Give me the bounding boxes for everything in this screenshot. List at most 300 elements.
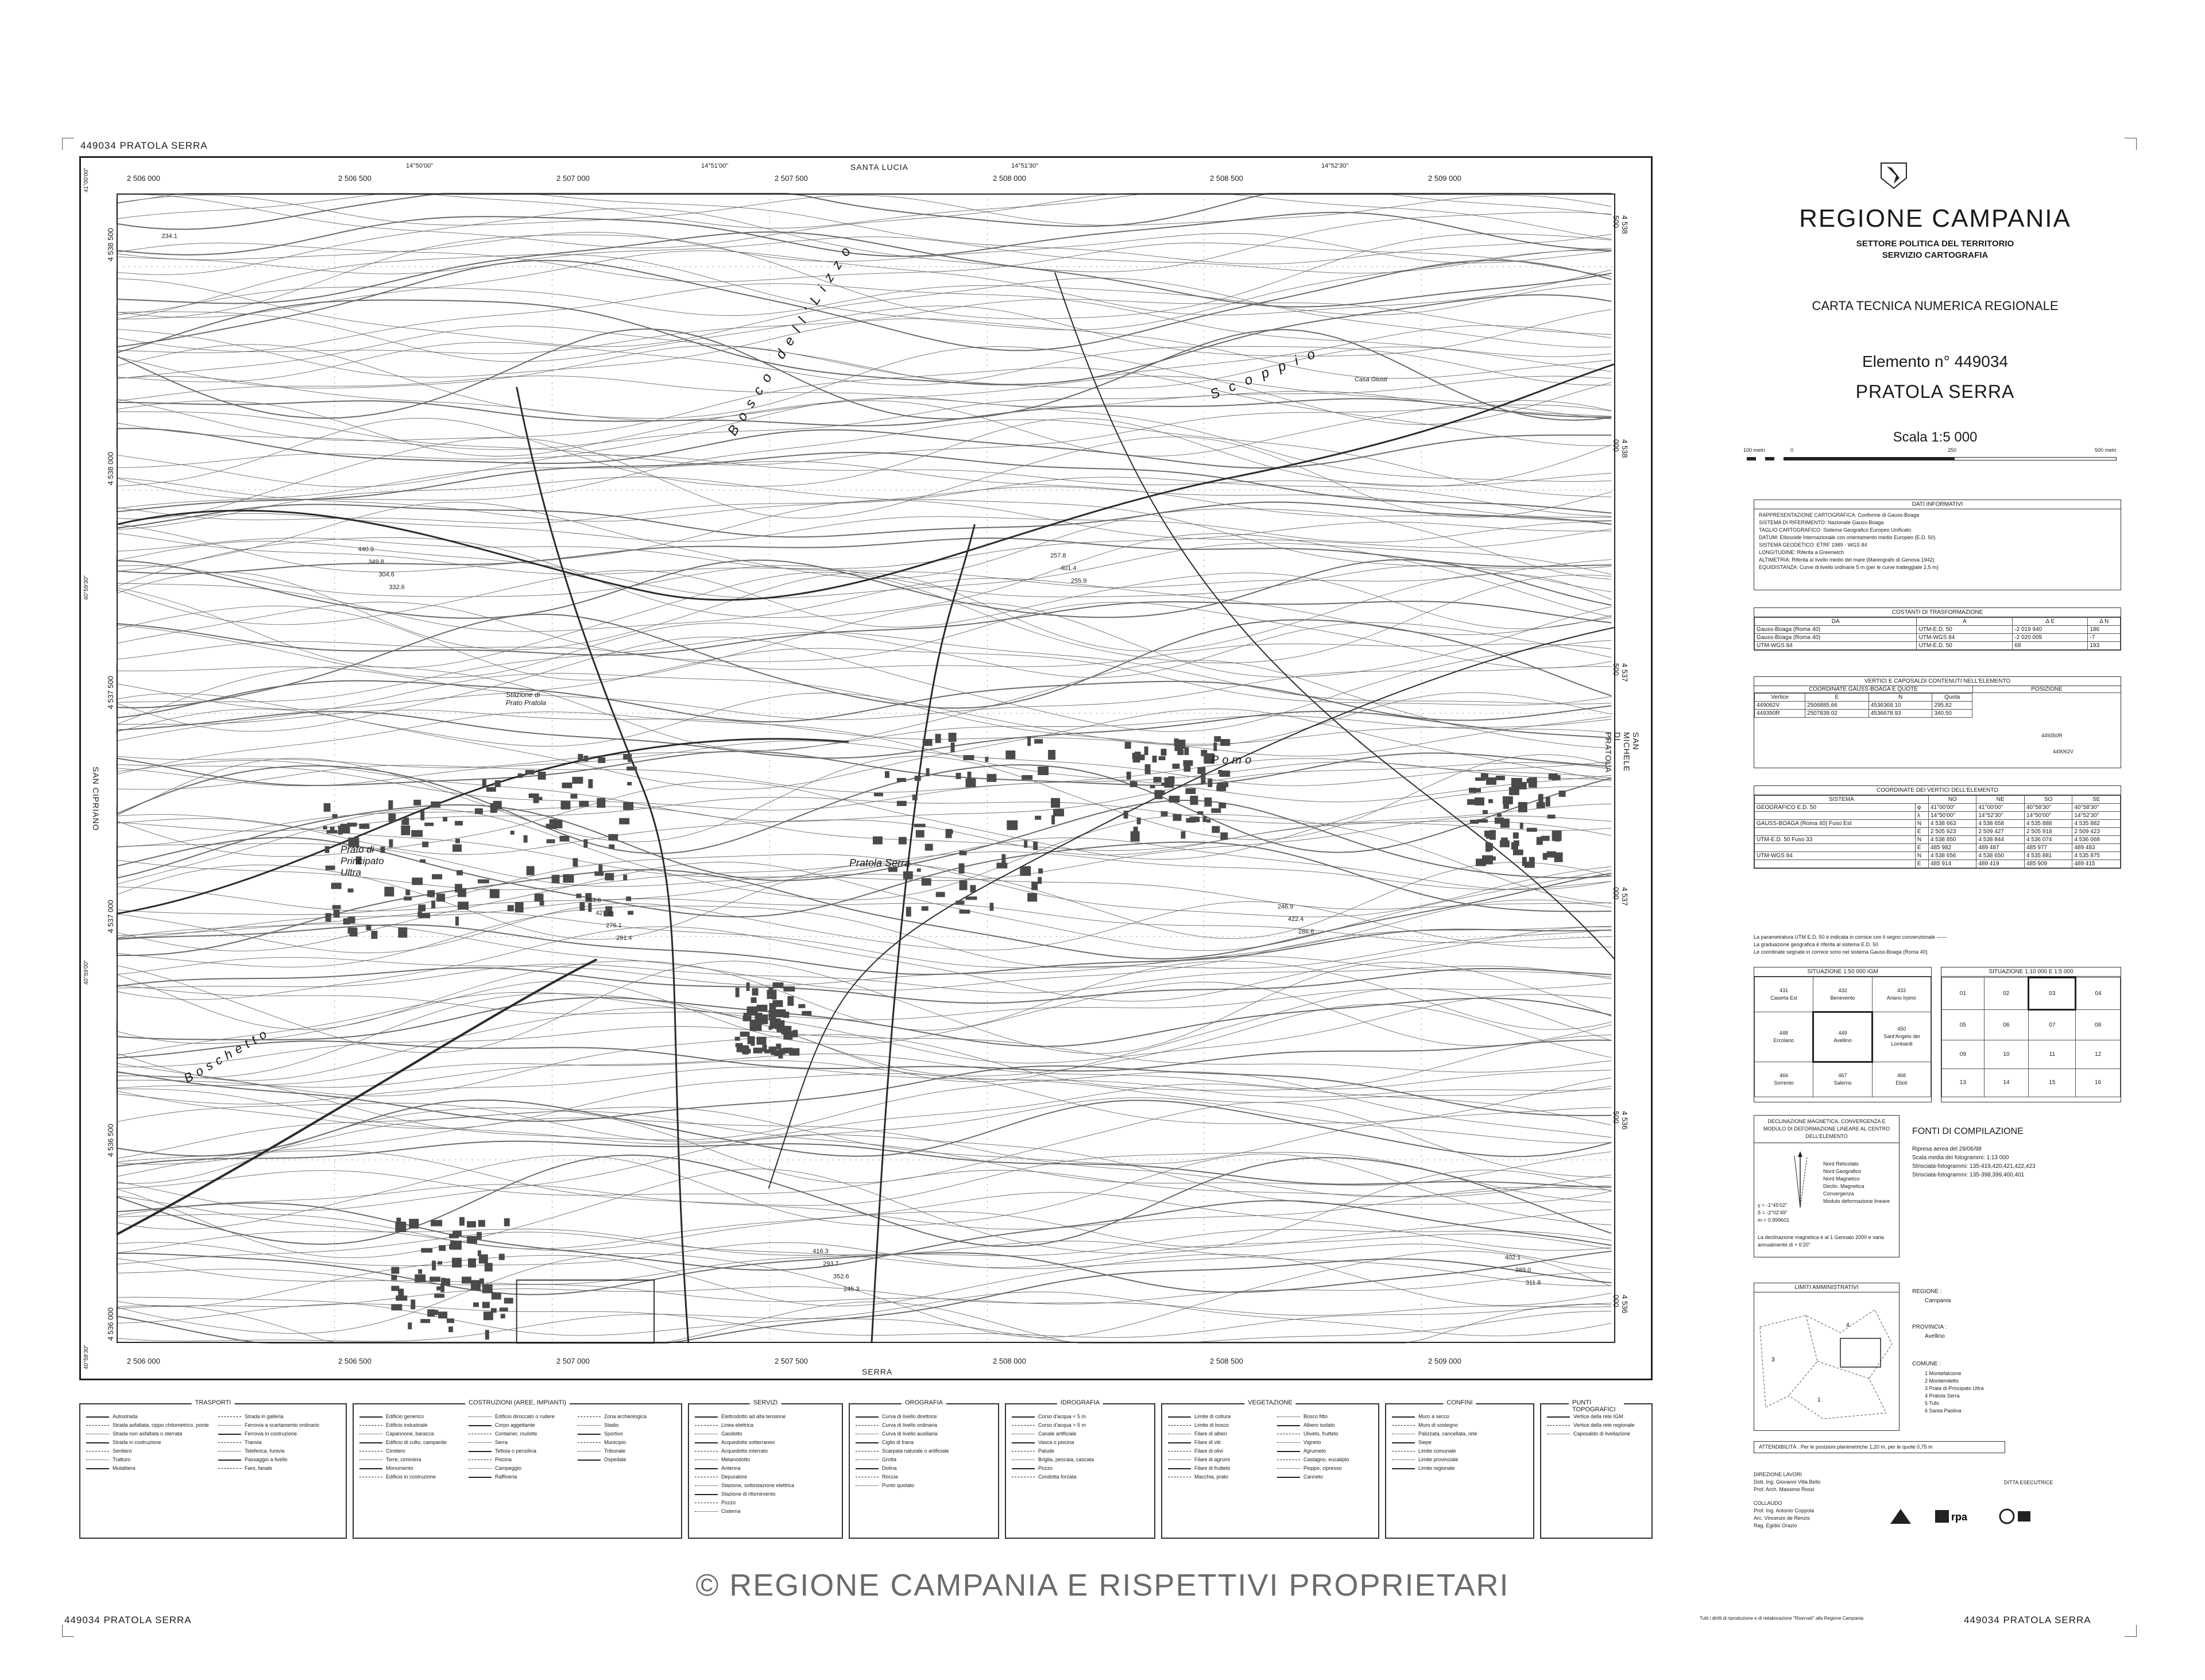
legend-label: Ospedale xyxy=(604,1457,626,1462)
legend-label: Curva di livello direttrice xyxy=(882,1414,937,1419)
legend-item xyxy=(86,1422,209,1428)
direzione-title: DIREZIONE LAVORI xyxy=(1754,1472,1802,1477)
legend-item xyxy=(1392,1448,1456,1454)
legend-item xyxy=(469,1457,512,1462)
table-subheader: POSIZIONE xyxy=(2031,686,2063,692)
legend-symbol-icon xyxy=(1168,1416,1191,1418)
rights-note: Tutti i diritti di riproduzione e di rielaborazione "Riservati" alla Regione Campania xyxy=(1700,1616,1864,1621)
table-cell: E xyxy=(1915,844,1928,852)
legend-symbol-icon xyxy=(86,1425,109,1426)
dati-line: TAGLIO CARTOGRAFICO: Sistema Geografico Europeo Unificato xyxy=(1759,527,1912,533)
legend-item xyxy=(856,1448,949,1454)
easting-label-bottom: 2 506 500 xyxy=(338,1357,372,1365)
sheet-cell xyxy=(1755,1012,1813,1062)
table-row xyxy=(1755,860,2121,868)
table-cell: 489 487 xyxy=(1976,844,2025,852)
comune-item: 1 Montefalcione xyxy=(1925,1371,1962,1376)
table-row xyxy=(1942,1069,2121,1097)
easting-label-bottom: 2 509 000 xyxy=(1428,1357,1461,1365)
legend-label: Elettrodotto ad alta tensione xyxy=(721,1414,786,1419)
legend-item xyxy=(1012,1457,1094,1462)
table-cell xyxy=(1755,812,1916,820)
table-row xyxy=(1755,828,2121,836)
legend-label: Limite regionale xyxy=(1418,1465,1455,1471)
table-row xyxy=(1755,710,1972,718)
sheet-cell xyxy=(1813,1012,1872,1062)
coordinate-note: La parametratura UTM E.D. 50 è indicata in cornice con il segno convenzionale —— xyxy=(1754,934,1947,940)
topographic-map[interactable] xyxy=(79,156,1653,1380)
sheet-name: Avellino xyxy=(1833,1037,1852,1043)
costanti-table xyxy=(1754,607,2121,651)
legend-orografia xyxy=(849,1399,999,1539)
legend-item xyxy=(86,1457,130,1462)
sheet-name: Ercolano xyxy=(1773,1037,1794,1043)
sheet-name: Eboli xyxy=(1895,1079,1908,1086)
table-cell: 4 538 658 xyxy=(1976,820,2025,828)
legend-symbol-icon xyxy=(695,1416,718,1418)
table-title: DATI INFORMATIVI xyxy=(1754,500,2121,509)
table-cell: N xyxy=(1915,820,1928,828)
table-cell: 2506885.66 xyxy=(1805,702,1869,710)
legend-symbol-icon xyxy=(218,1425,241,1426)
sheet-name: Sant'Angelo dei Lombardi xyxy=(1883,1033,1920,1047)
legend-item xyxy=(1012,1465,1053,1471)
latitude-label: 40°58'30" xyxy=(83,1345,90,1369)
legend-label: Palizzata, cancellata, rete xyxy=(1418,1431,1477,1437)
legend-label: Canneto xyxy=(1303,1474,1324,1480)
easting-label-top: 2 509 000 xyxy=(1428,174,1461,183)
legend-item xyxy=(1012,1448,1054,1454)
legend-label: Tranvia xyxy=(245,1439,262,1445)
legend-symbol-icon xyxy=(695,1442,718,1443)
table-cell: 489 419 xyxy=(1976,860,2025,868)
fonti-title: FONTI DI COMPILAZIONE xyxy=(1912,1127,2024,1136)
series-title: CARTA TECNICA NUMERICA REGIONALE xyxy=(1812,299,2059,313)
legend-label: Edificio diroccato o rudere xyxy=(495,1414,555,1419)
legend-symbol-icon xyxy=(218,1468,241,1469)
comune-label: COMUNE : xyxy=(1912,1361,1941,1367)
legend-item xyxy=(86,1465,136,1471)
table-cell: 2507839.02 xyxy=(1805,710,1869,718)
table-cell: 4 535 882 xyxy=(2072,820,2121,828)
legend-label: Curva di livello ausiliaria xyxy=(882,1431,938,1437)
sheet-cell: 10 xyxy=(1984,1040,2029,1069)
sit50-grid xyxy=(1754,977,1931,1097)
table-cell: λ xyxy=(1915,812,1928,820)
legend-item xyxy=(218,1457,288,1462)
legend-label: Passaggio a livello xyxy=(245,1457,288,1462)
legend-label: Stazione di rifornimento xyxy=(721,1491,776,1497)
svg-text:1: 1 xyxy=(1817,1397,1821,1403)
spot-height: 389.0 xyxy=(1515,1267,1531,1274)
legend-label: Strada in costruzione xyxy=(113,1439,161,1445)
comune-item: 4 Pratola Serra xyxy=(1925,1393,1960,1399)
legend-symbol-icon xyxy=(1277,1416,1300,1417)
legend-symbol-icon xyxy=(469,1451,492,1452)
legend-label: Curva di livello ordinaria xyxy=(882,1422,938,1428)
legend-label: Linea elettrica xyxy=(721,1422,754,1428)
sheet-number: 432 xyxy=(1838,987,1847,993)
legend-symbol-icon xyxy=(469,1425,492,1426)
vertici-tbl xyxy=(1754,693,1972,718)
sheet-cell xyxy=(1755,1062,1813,1097)
sheet-cell xyxy=(1755,977,1813,1012)
legend-label: Muro di sostegno xyxy=(1418,1422,1459,1428)
place-label: Bosco dell'Lizzo xyxy=(725,237,858,439)
legend-symbol-icon xyxy=(1277,1442,1300,1443)
table-row xyxy=(1755,804,2121,812)
legend-label: Zona archeologica xyxy=(604,1414,647,1419)
legend-label: Briglia, pescaia, cascata xyxy=(1038,1457,1094,1462)
legend-item xyxy=(1277,1474,1323,1480)
legend-item xyxy=(1547,1422,1635,1428)
legend-label: Strada in galleria xyxy=(245,1414,284,1419)
declination-value: m = 0.999601 xyxy=(1758,1217,1790,1223)
table-header-row xyxy=(1755,694,1972,702)
legend-symbol-icon xyxy=(578,1425,601,1426)
declination-value: γ = -1°45'02" xyxy=(1758,1202,1788,1208)
direzione-name: Prof. Arch. Massimo Rossi xyxy=(1754,1487,1815,1492)
legend-item xyxy=(86,1414,138,1419)
legend-item xyxy=(578,1431,623,1437)
legend-label: Municipio xyxy=(604,1439,626,1445)
legend-symbol-icon xyxy=(695,1425,718,1426)
table-header-cell: Δ E xyxy=(2013,618,2088,626)
northing-label-left: 4 537 500 xyxy=(106,676,115,709)
crop-mark-bottom-left xyxy=(62,1625,74,1637)
legend-label: Corso d'acqua < 5 m xyxy=(1038,1414,1086,1419)
sheet-cell: 07 xyxy=(2029,1010,2076,1040)
legend-label: Tettoia o pensilina xyxy=(495,1448,537,1454)
dati-line: SISTEMA DI RIFERIMENTO: Nazionale Gauss-Boaga xyxy=(1759,520,1884,525)
table-header-cell: SE xyxy=(2072,796,2121,804)
spot-height: 276.1 xyxy=(606,922,622,930)
legend-label: Sentiero xyxy=(113,1448,132,1454)
legend-symbol-icon xyxy=(1012,1425,1035,1426)
sheet-id-bottom-right: 449034 PRATOLA SERRA xyxy=(1964,1615,2091,1625)
contractor-logo-icon xyxy=(1889,1508,1912,1525)
table-header-cell: NE xyxy=(1976,796,2025,804)
table-cell: 14°50'00" xyxy=(1928,812,1976,820)
sit10-table xyxy=(1941,977,2121,1097)
legend-symbol-icon xyxy=(578,1416,601,1417)
legend-item xyxy=(695,1457,750,1462)
legend-item xyxy=(695,1431,742,1437)
collaudo-name: Rag. Egidio Orazio xyxy=(1754,1523,1797,1528)
sheet-cell: 16 xyxy=(2076,1069,2121,1097)
legend-title: VEGETAZIONE xyxy=(1244,1399,1295,1406)
table-cell: 193 xyxy=(2088,642,2121,650)
scale-label: Scala 1:5 000 xyxy=(1893,429,1978,445)
legend-title: TRASPORTI xyxy=(192,1399,235,1406)
legend-item xyxy=(1547,1431,1630,1437)
northing-label-left: 4 536 000 xyxy=(106,1307,115,1341)
service: SERVIZIO CARTOGRAFIA xyxy=(1882,250,1989,260)
table-cell: UTM-WGS 84 xyxy=(1917,634,2013,642)
legend-label: Edificio industriale xyxy=(386,1422,428,1428)
comune-item: 5 Tufo xyxy=(1925,1400,1940,1406)
legend-label: Torre, ciminiera xyxy=(386,1457,421,1462)
easting-label-top: 2 506 500 xyxy=(338,174,372,183)
table-header-row xyxy=(1755,796,2121,804)
table-cell: Gauss-Boaga (Roma 40) xyxy=(1755,626,1917,634)
northing-label-right: 4 536 500 xyxy=(1612,1111,1629,1130)
legend-item xyxy=(695,1474,747,1480)
legend-symbol-icon xyxy=(86,1468,109,1469)
legend-label: Autostrada xyxy=(113,1414,138,1419)
legend-label: Edificio generico xyxy=(386,1414,424,1419)
latitude-label: 40°59'30" xyxy=(83,575,90,600)
map-inner-frame xyxy=(117,193,1615,1343)
easting-label-bottom: 2 508 000 xyxy=(993,1357,1026,1365)
dati-line: SISTEMA GEODETICO: ETRF 1989 - WGS 84 xyxy=(1759,542,1867,548)
legend-symbol-icon xyxy=(1168,1425,1191,1426)
table-cell: N xyxy=(1915,852,1928,860)
table-row xyxy=(1755,844,2121,852)
legend-symbol-icon xyxy=(469,1468,492,1469)
legend-label: Limite di coltura xyxy=(1194,1414,1231,1419)
collaudo-title: COLLAUDO xyxy=(1754,1500,1782,1506)
longitude-label: 14°52'30" xyxy=(1321,162,1349,169)
legend-idrografia xyxy=(1005,1399,1155,1539)
legend-symbol-icon xyxy=(578,1434,601,1435)
spot-height: 291.4 xyxy=(616,935,632,942)
table-cell: 41°00'00" xyxy=(1928,804,1976,812)
legend-symbol-icon xyxy=(469,1477,492,1478)
legend-symbol-icon xyxy=(856,1485,879,1486)
spot-height: 440.9 xyxy=(358,546,374,553)
legend-item xyxy=(695,1414,786,1419)
table-row xyxy=(1755,642,2121,650)
sheet-cell xyxy=(1813,977,1872,1012)
table-row xyxy=(1755,1012,1931,1062)
legend-label: Grotta xyxy=(882,1457,897,1462)
legend-label: Gasdotto xyxy=(721,1431,742,1437)
legend-item xyxy=(359,1422,428,1428)
table-title: LIMITI AMMINISTRATIVI xyxy=(1754,1283,1899,1292)
table-cell: 68 xyxy=(2013,642,2088,650)
limiti-amministrativi xyxy=(1754,1283,1900,1431)
legend-label: Roccia xyxy=(882,1474,898,1480)
coordinate-note: La graduazione geografica è riferita al sistema E.D. 50 xyxy=(1754,942,1879,947)
table-cell: 4 535 881 xyxy=(2024,852,2072,860)
legend-symbol-icon xyxy=(359,1442,382,1443)
northing-label-right: 4 538 500 xyxy=(1612,215,1629,234)
table-cell: GEOGRAFICO E.D. 50 xyxy=(1755,804,1916,812)
table-header-row xyxy=(1755,618,2121,626)
declination-value: δ = -2°02'49" xyxy=(1758,1210,1788,1216)
legend-symbol-icon xyxy=(469,1442,492,1443)
legend-item xyxy=(359,1431,434,1437)
legend-symbol-icon xyxy=(1277,1425,1300,1426)
legend-item xyxy=(1277,1457,1349,1462)
sheet-cell xyxy=(1872,1062,1931,1097)
legend-label: Capannone, baracca xyxy=(386,1431,434,1437)
table-header-cell: DA xyxy=(1755,618,1917,626)
dati-line: LONGITUDINE: Riferita a Greenwich xyxy=(1759,549,1844,555)
legend-item xyxy=(695,1491,776,1497)
copyright-notice: © REGIONE CAMPANIA E RISPETTIVI PROPRIETARI xyxy=(695,1568,1510,1602)
northing-label-left: 4 537 000 xyxy=(106,900,115,933)
table-cell: UTM-WGS 84 xyxy=(1755,852,1916,860)
legend-label: Tratturo xyxy=(113,1457,131,1462)
sheet-cell xyxy=(1813,1062,1872,1097)
provincia-label: PROVINCIA : xyxy=(1912,1324,1947,1330)
easting-label-bottom: 2 508 500 xyxy=(1210,1357,1243,1365)
legend-label: Palude xyxy=(1038,1448,1055,1454)
legend-label: Uliveto, frutteto xyxy=(1303,1431,1339,1437)
legend-item xyxy=(1168,1431,1227,1437)
legend-symbol-icon xyxy=(1547,1416,1570,1418)
legend-symbol-icon xyxy=(856,1468,879,1469)
direzione-name: Dott. Ing. Giovanni Villa Bello xyxy=(1754,1479,1821,1485)
legend-title: PUNTI TOPOGRAFICI xyxy=(1569,1399,1624,1413)
table-cell: -2 020 009 xyxy=(2013,634,2088,642)
table-cell: 4536678.93 xyxy=(1869,710,1932,718)
legend-item xyxy=(1012,1474,1077,1480)
legend-label: Vertice della rete regionale xyxy=(1573,1422,1635,1428)
legend-label: Vigneto xyxy=(1303,1439,1321,1445)
legend-label: Campeggio xyxy=(495,1465,522,1471)
admin-boundaries-diagram xyxy=(1754,1292,1898,1427)
table-row xyxy=(1755,977,1931,1012)
easting-label-bottom: 2 507 000 xyxy=(556,1357,590,1365)
legend-item xyxy=(1547,1414,1623,1419)
table-row xyxy=(1755,702,1972,710)
situazione-10000 xyxy=(1941,967,2121,1102)
declination-legend-item: Modulo deformazione lineare xyxy=(1823,1198,1890,1204)
legend-item xyxy=(469,1422,535,1428)
legend-title: SERVIZI xyxy=(750,1399,782,1406)
legend-symbol-icon xyxy=(1547,1425,1570,1426)
fonti-line: Strisciata-fotogrammi: 135-398,399,400,401 xyxy=(1912,1172,2025,1178)
legend-item xyxy=(856,1439,914,1445)
scale-tick: 100 metri xyxy=(1743,447,1765,453)
legend-item xyxy=(695,1465,741,1471)
svg-text:4: 4 xyxy=(1846,1322,1850,1329)
legend-item xyxy=(1392,1431,1477,1437)
legend-label: Limite comunale xyxy=(1418,1448,1456,1454)
legend-label: Edificio di culto, campanile xyxy=(386,1439,447,1445)
legend-symbol-icon xyxy=(1392,1416,1415,1418)
spot-height: 427.6 xyxy=(595,909,612,917)
legend-symbol-icon xyxy=(359,1416,382,1418)
sheet-cell: 01 xyxy=(1942,978,1984,1010)
legend-item xyxy=(578,1414,647,1419)
legend-label: Piscina xyxy=(495,1457,512,1462)
legend-label: Filare di frutteto xyxy=(1194,1465,1231,1471)
legend-item xyxy=(1392,1465,1455,1471)
table-cell: N xyxy=(1915,836,1928,844)
legend-symbol-icon xyxy=(1012,1468,1035,1469)
legend-label: Pozzo xyxy=(721,1500,736,1505)
map-legend xyxy=(79,1399,1653,1539)
contractor-logo-icon xyxy=(1998,1508,2033,1525)
table-cell: 2 509 427 xyxy=(1976,828,2025,836)
table-row xyxy=(1942,1040,2121,1069)
table-cell: 295.82 xyxy=(1932,702,1972,710)
table-cell: 485 909 xyxy=(2024,860,2072,868)
legend-symbol-icon xyxy=(1012,1442,1035,1443)
sheet-name: Benevento xyxy=(1830,994,1855,1001)
declination-legend-item: Nord Reticolato xyxy=(1823,1161,1859,1167)
place-label: Boschetto xyxy=(181,1024,273,1086)
table-cell: φ xyxy=(1915,804,1928,812)
comune-item: 3 Prata di Principato Ultra xyxy=(1925,1385,1984,1391)
table-cell: 4536368.10 xyxy=(1869,702,1932,710)
table-row xyxy=(1755,820,2121,828)
spot-height: 422.4 xyxy=(1287,916,1304,923)
legend-title: OROGRAFIA xyxy=(902,1399,946,1406)
table-header-cell: Vertice xyxy=(1755,694,1805,702)
northing-label-left: 4 538 000 xyxy=(106,452,115,485)
table-cell: 4 538 844 xyxy=(1976,836,2025,844)
table-header-cell: E xyxy=(1805,694,1869,702)
fonti-line: Strisciata-fotogrammi: 135-419,420,421,422,423 xyxy=(1912,1163,2036,1170)
ditta-title: DITTA ESECUTRICE xyxy=(2004,1480,2053,1485)
legend-label: Siepe xyxy=(1418,1439,1432,1445)
easting-label-top: 2 507 000 xyxy=(556,174,590,183)
legend-item xyxy=(1392,1422,1458,1428)
table-cell: 485 977 xyxy=(2024,844,2072,852)
table-cell: 489 415 xyxy=(2072,860,2121,868)
sheet-number: 467 xyxy=(1838,1073,1847,1079)
attendibilita: ATTENDIBILITÀ : Per le posizioni planimetriche 1,20 m, per le quote 0,75 m xyxy=(1754,1441,2005,1453)
legend-title: COSTRUZIONI (AREE, IMPIANTI) xyxy=(465,1399,570,1406)
legend-symbol-icon xyxy=(218,1460,241,1461)
svg-text:rpa: rpa xyxy=(1951,1511,1968,1523)
table-cell: -2 019 940 xyxy=(2013,626,2088,634)
crop-mark-top-right xyxy=(2125,138,2137,150)
sit50-table xyxy=(1754,977,1931,1097)
situazione-50000 xyxy=(1754,967,1932,1102)
legend-servizi xyxy=(688,1399,843,1539)
spot-height: 255.9 xyxy=(1070,577,1087,584)
legend-item xyxy=(695,1448,768,1454)
table-header-cell: N xyxy=(1869,694,1932,702)
legend-label: Agrumeto xyxy=(1303,1448,1326,1454)
legend-label: Strada non asfaltata o sterrata xyxy=(113,1431,183,1437)
table-cell: 2 505 923 xyxy=(1928,828,1976,836)
place-label: Scoppio xyxy=(1208,342,1327,402)
table-cell: 40°58'30" xyxy=(2024,804,2072,812)
vertex-position-label: 449350R xyxy=(2041,733,2063,738)
declination-legend-item: Declin. Magnetica xyxy=(1823,1183,1864,1189)
legend-item xyxy=(1392,1439,1432,1445)
legend-symbol-icon xyxy=(1277,1468,1300,1469)
legend-symbol-icon xyxy=(86,1416,109,1418)
decl-legend xyxy=(1823,1160,1890,1205)
regione-value: Campania xyxy=(1925,1298,1951,1304)
table-cell: 4 535 888 xyxy=(2024,820,2072,828)
legend-symbol-icon xyxy=(1392,1442,1415,1443)
table-cell: 340.50 xyxy=(1932,710,1972,718)
table-cell: 4 536 068 xyxy=(2072,836,2121,844)
sheet-cell xyxy=(1872,977,1931,1012)
legend-vegetazione xyxy=(1161,1399,1379,1539)
legend-label: Acquedotto interrato xyxy=(721,1448,768,1454)
legend-label: Ferrovia in costruzione xyxy=(245,1431,297,1437)
contractor-logos xyxy=(1889,1508,2033,1525)
table-cell: 485 914 xyxy=(1928,860,1976,868)
legend-item xyxy=(359,1439,447,1445)
legend-item xyxy=(218,1465,272,1471)
table-cell: 2 505 918 xyxy=(2024,828,2072,836)
place-label: Pratola Serra xyxy=(849,857,911,869)
fonti-line: Scala media dei fotogrammi: 1:13 000 xyxy=(1912,1155,2009,1161)
northing-label-left: 4 538 500 xyxy=(106,228,115,261)
legend-item xyxy=(1012,1431,1077,1437)
